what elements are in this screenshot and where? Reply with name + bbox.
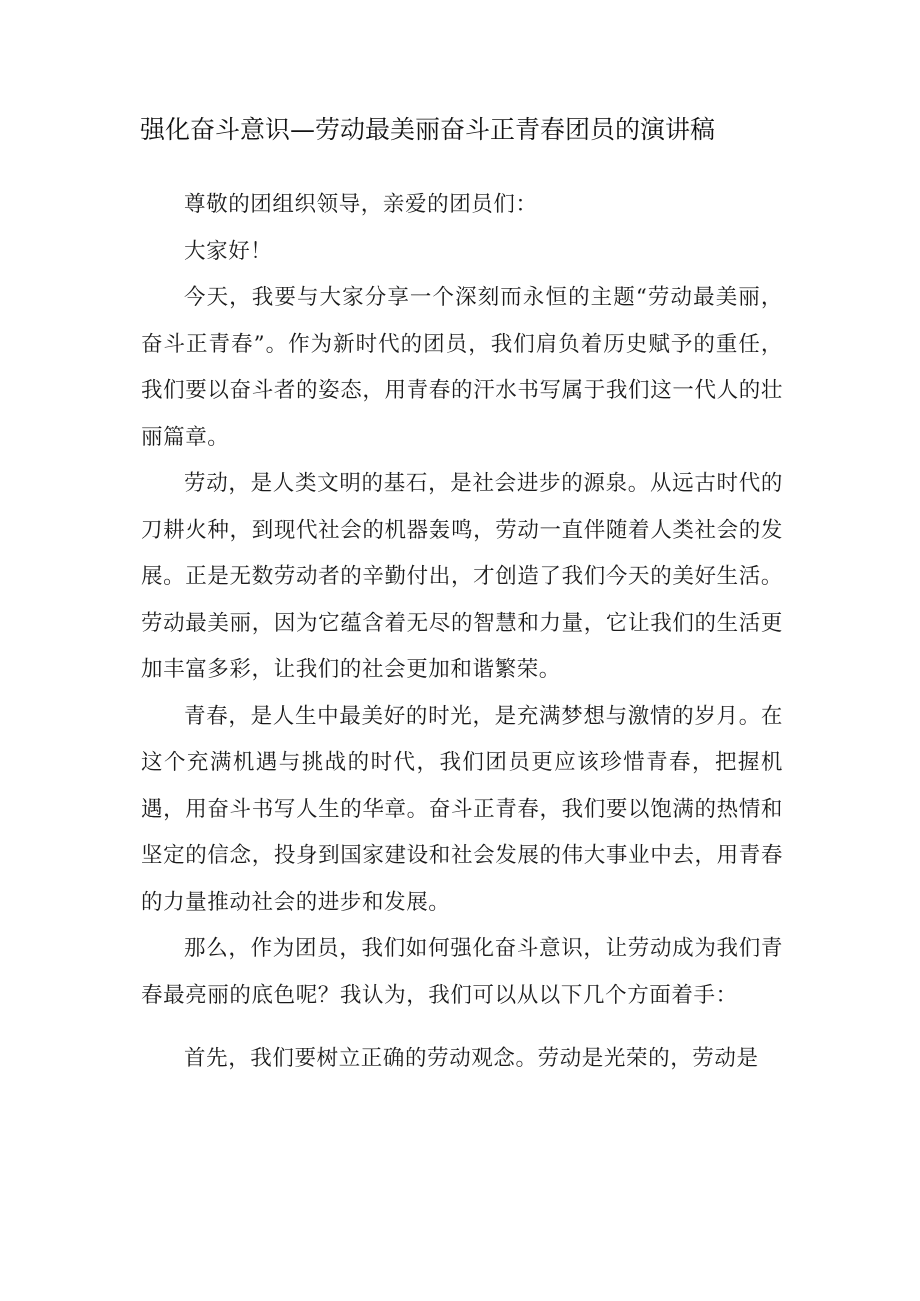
document-title: 强化奋斗意识—劳动最美丽奋斗正青春团员的演讲稿 [140,115,716,144]
paragraph-intro: 今天，我要与大家分享一个深刻而永恒的主题“劳动最美丽，奋斗正青春”。作为新时代的团员，我们肩负着历史赋予的重任，我们要以奋斗者的姿态，用青春的汗水书写属于我们这一代人的壮丽篇章。 [141,285,783,450]
paragraph-question: 那么，作为团员，我们如何强化奋斗意识，让劳动成为我们青春最亮丽的底色呢？我认为，我们可以从以下几个方面着手： [141,936,783,1008]
paragraph-first-point: 首先，我们要树立正确的劳动观念。劳动是光荣的，劳动是 [184,1046,759,1071]
paragraph-hello: 大家好！ [184,238,273,264]
paragraph-labor: 劳动，是人类文明的基石，是社会进步的源泉。从远古时代的刀耕火种，到现代社会的机器轰鸣，劳动一直伴随着人类社会的发展。正是无数劳动者的辛勤付出，才创造了我们今天的美好生活。劳动最美丽，因为它蕴含着无尽的智慧和力量，它让我们的生活更加丰富多彩，让我们的社会更加和谐繁荣。 [141,471,783,682]
document-body [141,182,783,1083]
paragraph-greeting: 尊敬的团组织领导，亲爱的团员们： [184,192,538,217]
paragraph-youth: 青春，是人生中最美好的时光，是充满梦想与激情的岁月。在这个充满机遇与挑战的时代，我们团员更应该珍惜青春，把握机遇，用奋斗书写人生的华章。奋斗正青春，我们要以饱满的热情和坚定的信念，投身到国家建设和社会发展的伟大事业中去，用青春的力量推动社会的进步和发展。 [141,703,783,915]
